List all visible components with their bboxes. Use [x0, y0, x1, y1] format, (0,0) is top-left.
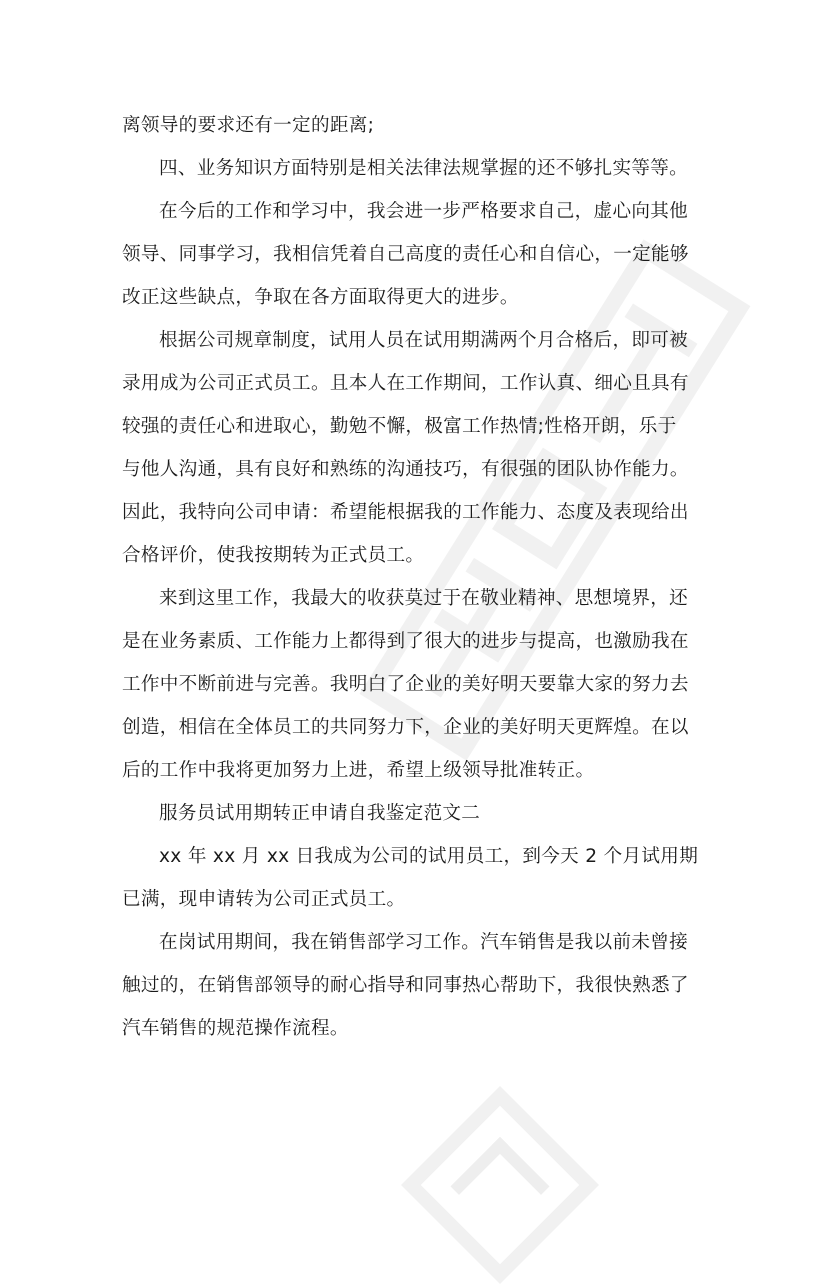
text-line: 合格评价，使我按期转为正式员工。	[122, 545, 425, 566]
text-line: 改正这些缺点，争取在各方面取得更大的进步。	[122, 287, 519, 308]
document-body	[122, 104, 722, 1050]
text-line: 在今后的工作和学习中，我会进一步严格要求自己，虚心向其他	[159, 201, 689, 222]
text-line: 较强的责任心和进取心，勤勉不懈，极富工作热情;性格开朗，乐于	[122, 416, 677, 437]
paragraph-date	[122, 835, 722, 921]
text-line: 汽车销售的规范操作流程。	[122, 1018, 349, 1039]
text-line: 根据公司规章制度，试用人员在试用期满两个月合格后，即可被	[159, 330, 689, 351]
text-line: xx 年 xx 月 xx 日我成为公司的试用员工，到今天 2 个月试用期	[159, 846, 699, 867]
paragraph-continued	[122, 104, 722, 147]
paragraph-company-rules	[122, 319, 722, 577]
section-title-text: 服务员试用期转正申请自我鉴定范文二	[159, 803, 481, 824]
paragraph-future	[122, 190, 722, 319]
text-line: 在岗试用期间，我在销售部学习工作。汽车销售是我以前未曾接	[159, 932, 689, 953]
section-title	[122, 792, 722, 835]
text-line: 是在业务素质、工作能力上都得到了很大的进步与提高，也激励我在	[122, 631, 689, 652]
text-line: 离领导的要求还有一定的距离;	[122, 115, 375, 136]
text-line: 创造，相信在全体员工的共同努力下，企业的美好明天更辉煌。在以	[122, 717, 689, 738]
text-line: 触过的，在销售部领导的耐心指导和同事热心帮助下，我很快熟悉了	[122, 975, 689, 996]
paragraph-sales	[122, 921, 722, 1050]
paragraph-point-four	[122, 147, 722, 190]
text-line: 因此，我特向公司申请：希望能根据我的工作能力、态度及表现给出	[122, 502, 689, 523]
text-line: 后的工作中我将更加努力上进，希望上级领导批准转正。	[122, 760, 595, 781]
watermark-corner-icon	[401, 1086, 599, 1284]
text-line: 录用成为公司正式员工。且本人在工作期间，工作认真、细心且具有	[122, 373, 689, 394]
text-line: 与他人沟通，具有良好和熟练的沟通技巧，有很强的团队协作能力。	[122, 459, 689, 480]
paragraph-gains	[122, 577, 722, 792]
text-line: 来到这里工作，我最大的收获莫过于在敬业精神、思想境界，还	[159, 588, 689, 609]
text-line: 工作中不断前进与完善。我明白了企业的美好明天要靠大家的努力去	[122, 674, 689, 695]
text-line: 领导、同事学习，我相信凭着自己高度的责任心和自信心，一定能够	[122, 244, 689, 265]
watermark-corner-inner	[451, 1137, 550, 1236]
text-line: 四、业务知识方面特别是相关法律法规掌握的还不够扎实等等。	[159, 158, 689, 179]
text-line: 已满，现申请转为公司正式员工。	[122, 889, 406, 910]
